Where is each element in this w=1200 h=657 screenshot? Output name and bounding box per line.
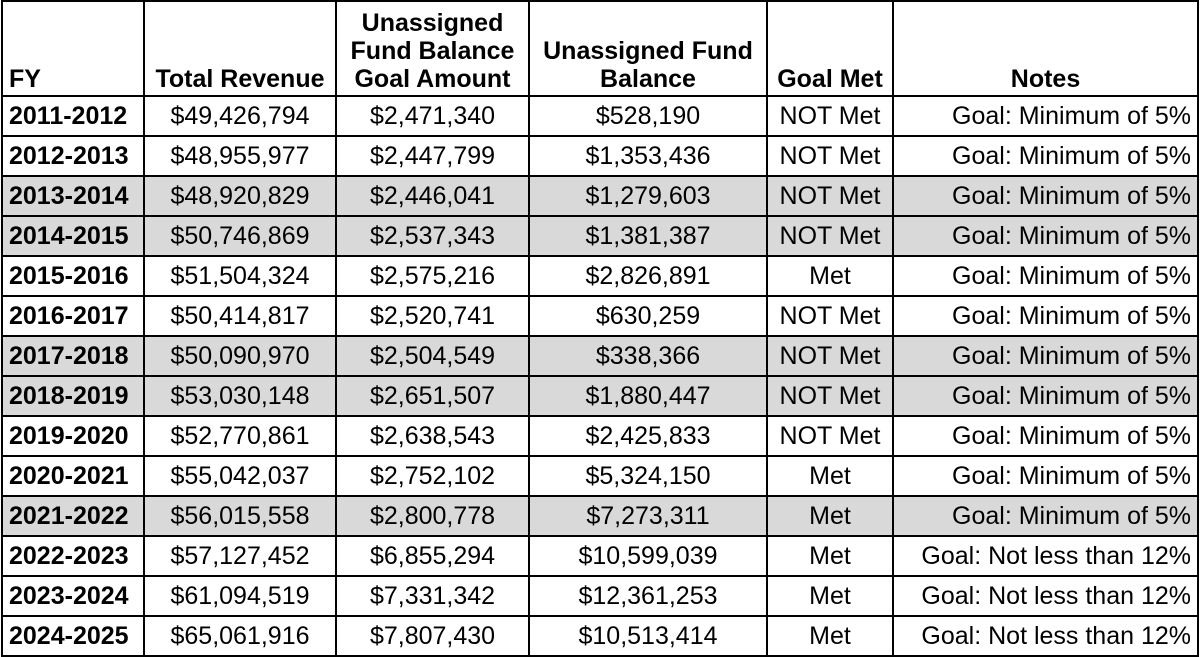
- cell-fy: 2022-2023: [2, 536, 144, 576]
- cell-notes: Goal: Not less than 12%: [893, 536, 1198, 576]
- header-row: [2, 1, 1198, 96]
- cell-goal-amount: $2,638,543: [336, 416, 529, 456]
- cell-total-revenue: $48,955,977: [144, 136, 336, 176]
- cell-goal-met: Met: [767, 456, 893, 496]
- cell-goal-met: Met: [767, 536, 893, 576]
- table-row: [2, 496, 1198, 536]
- cell-fy: 2020-2021: [2, 456, 144, 496]
- header-fy: FY: [2, 1, 144, 96]
- cell-goal-met: NOT Met: [767, 296, 893, 336]
- header-fund-balance: Unassigned Fund Balance: [529, 1, 767, 96]
- cell-fy: 2015-2016: [2, 256, 144, 296]
- cell-notes: Goal: Minimum of 5%: [893, 456, 1198, 496]
- cell-goal-met: NOT Met: [767, 416, 893, 456]
- cell-goal-met: NOT Met: [767, 96, 893, 136]
- cell-goal-met: NOT Met: [767, 176, 893, 216]
- cell-goal-amount: $2,446,041: [336, 176, 529, 216]
- cell-goal-met: Met: [767, 616, 893, 656]
- cell-total-revenue: $61,094,519: [144, 576, 336, 616]
- cell-notes: Goal: Minimum of 5%: [893, 416, 1198, 456]
- cell-total-revenue: $51,504,324: [144, 256, 336, 296]
- table-row: [2, 616, 1198, 656]
- table-body: [2, 96, 1198, 656]
- header-total-revenue: Total Revenue: [144, 1, 336, 96]
- cell-goal-amount: $6,855,294: [336, 536, 529, 576]
- cell-total-revenue: $49,426,794: [144, 96, 336, 136]
- fund-balance-table: [1, 0, 1199, 657]
- cell-fund-balance: $7,273,311: [529, 496, 767, 536]
- cell-fy: 2013-2014: [2, 176, 144, 216]
- cell-fy: 2021-2022: [2, 496, 144, 536]
- cell-fy: 2011-2012: [2, 96, 144, 136]
- cell-notes: Goal: Minimum of 5%: [893, 96, 1198, 136]
- cell-fy: 2014-2015: [2, 216, 144, 256]
- cell-goal-met: NOT Met: [767, 376, 893, 416]
- cell-goal-met: Met: [767, 496, 893, 536]
- cell-notes: Goal: Minimum of 5%: [893, 256, 1198, 296]
- cell-goal-amount: $2,504,549: [336, 336, 529, 376]
- cell-total-revenue: $52,770,861: [144, 416, 336, 456]
- cell-goal-amount: $7,331,342: [336, 576, 529, 616]
- table-row: [2, 296, 1198, 336]
- header-goal-amount: Unassigned Fund Balance Goal Amount: [336, 1, 529, 96]
- cell-fund-balance: $1,381,387: [529, 216, 767, 256]
- cell-goal-amount: $2,752,102: [336, 456, 529, 496]
- cell-total-revenue: $55,042,037: [144, 456, 336, 496]
- cell-notes: Goal: Minimum of 5%: [893, 296, 1198, 336]
- cell-notes: Goal: Not less than 12%: [893, 616, 1198, 656]
- cell-fund-balance: $10,513,414: [529, 616, 767, 656]
- cell-goal-amount: $2,471,340: [336, 96, 529, 136]
- cell-goal-amount: $2,520,741: [336, 296, 529, 336]
- table-row: [2, 216, 1198, 256]
- cell-fy: 2023-2024: [2, 576, 144, 616]
- cell-fy: 2016-2017: [2, 296, 144, 336]
- cell-goal-met: Met: [767, 576, 893, 616]
- cell-fund-balance: $12,361,253: [529, 576, 767, 616]
- cell-fy: 2024-2025: [2, 616, 144, 656]
- cell-total-revenue: $65,061,916: [144, 616, 336, 656]
- table-row: [2, 176, 1198, 216]
- cell-total-revenue: $56,015,558: [144, 496, 336, 536]
- cell-notes: Goal: Minimum of 5%: [893, 336, 1198, 376]
- cell-fy: 2017-2018: [2, 336, 144, 376]
- cell-total-revenue: $50,090,970: [144, 336, 336, 376]
- cell-fund-balance: $2,425,833: [529, 416, 767, 456]
- cell-fund-balance: $10,599,039: [529, 536, 767, 576]
- cell-fund-balance: $1,279,603: [529, 176, 767, 216]
- cell-total-revenue: $48,920,829: [144, 176, 336, 216]
- table-row: [2, 416, 1198, 456]
- cell-fy: 2018-2019: [2, 376, 144, 416]
- cell-goal-amount: $2,537,343: [336, 216, 529, 256]
- cell-fund-balance: $2,826,891: [529, 256, 767, 296]
- cell-fy: 2019-2020: [2, 416, 144, 456]
- cell-notes: Goal: Minimum of 5%: [893, 216, 1198, 256]
- table-row: [2, 536, 1198, 576]
- cell-goal-amount: $2,447,799: [336, 136, 529, 176]
- table-row: [2, 256, 1198, 296]
- cell-goal-amount: $2,800,778: [336, 496, 529, 536]
- table-row: [2, 96, 1198, 136]
- cell-notes: Goal: Minimum of 5%: [893, 136, 1198, 176]
- table-row: [2, 576, 1198, 616]
- header-goal-met: Goal Met: [767, 1, 893, 96]
- cell-fy: 2012-2013: [2, 136, 144, 176]
- cell-notes: Goal: Minimum of 5%: [893, 176, 1198, 216]
- cell-fund-balance: $1,880,447: [529, 376, 767, 416]
- cell-goal-amount: $2,651,507: [336, 376, 529, 416]
- cell-notes: Goal: Minimum of 5%: [893, 496, 1198, 536]
- cell-notes: Goal: Minimum of 5%: [893, 376, 1198, 416]
- cell-notes: Goal: Not less than 12%: [893, 576, 1198, 616]
- cell-fund-balance: $5,324,150: [529, 456, 767, 496]
- table-row: [2, 336, 1198, 376]
- cell-total-revenue: $57,127,452: [144, 536, 336, 576]
- header-notes: Notes: [893, 1, 1198, 96]
- cell-total-revenue: $50,414,817: [144, 296, 336, 336]
- cell-goal-met: NOT Met: [767, 216, 893, 256]
- cell-fund-balance: $630,259: [529, 296, 767, 336]
- cell-goal-amount: $2,575,216: [336, 256, 529, 296]
- cell-total-revenue: $53,030,148: [144, 376, 336, 416]
- table-row: [2, 456, 1198, 496]
- table-row: [2, 376, 1198, 416]
- cell-fund-balance: $1,353,436: [529, 136, 767, 176]
- cell-total-revenue: $50,746,869: [144, 216, 336, 256]
- cell-goal-met: NOT Met: [767, 336, 893, 376]
- cell-goal-amount: $7,807,430: [336, 616, 529, 656]
- cell-fund-balance: $338,366: [529, 336, 767, 376]
- table-row: [2, 136, 1198, 176]
- cell-goal-met: Met: [767, 256, 893, 296]
- cell-goal-met: NOT Met: [767, 136, 893, 176]
- cell-fund-balance: $528,190: [529, 96, 767, 136]
